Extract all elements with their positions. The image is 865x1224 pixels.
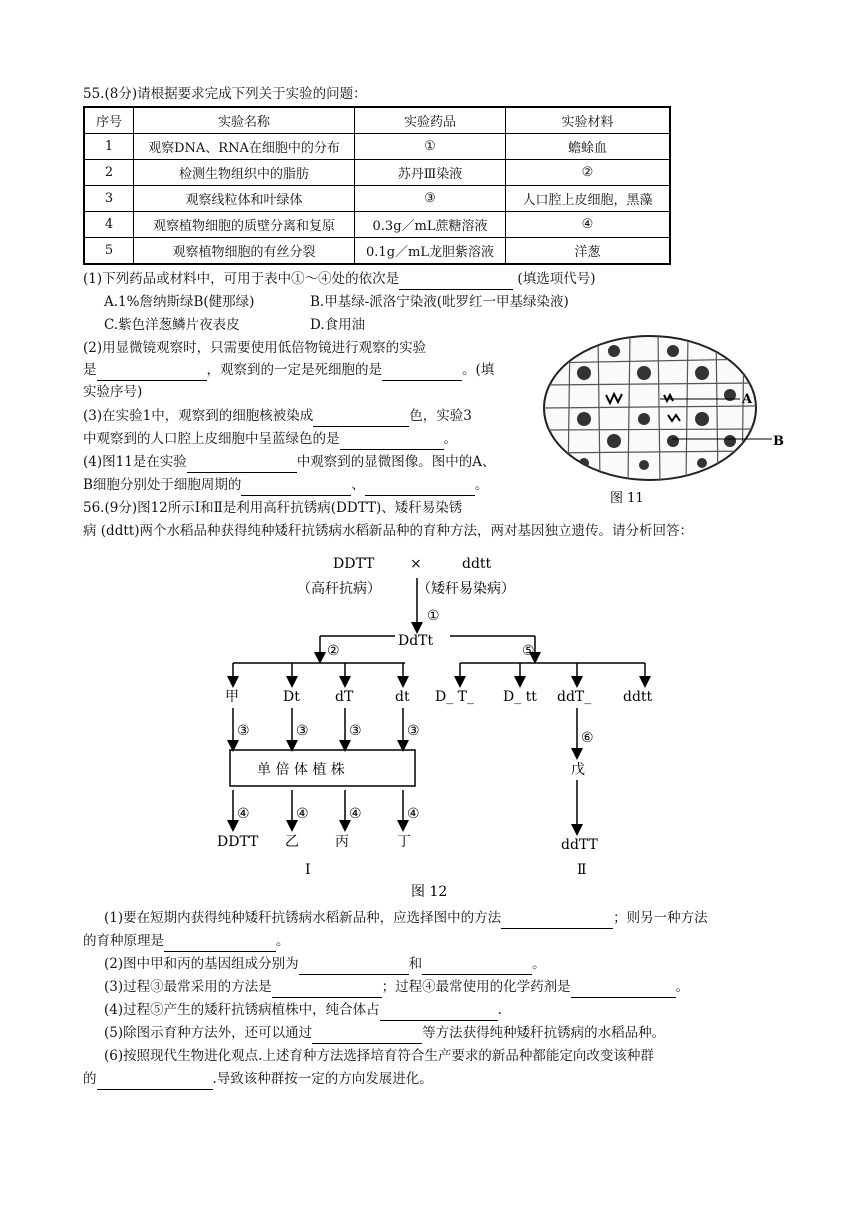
q55-part3-line2	[83, 428, 457, 450]
question-text: (5)除图示育种方法外，还可以通过	[104, 1025, 313, 1041]
q56-sub2	[104, 953, 546, 975]
table-cell: ①	[355, 134, 506, 160]
option-a: A.1%詹纳斯绿B(健那绿)	[104, 294, 255, 310]
step-3-label: ③	[296, 723, 309, 739]
question-text: 和	[408, 956, 423, 972]
parent-2-description: （矮秆易染病）	[417, 581, 515, 597]
q56-sub6-line2	[83, 1068, 433, 1090]
table-cell: 洋葱	[506, 238, 671, 265]
table-cell: ④	[506, 212, 671, 238]
question-text: (3)在实验1中，观察到的细胞核被染成	[83, 408, 314, 424]
table-cell: 检测生物组织中的脂肪	[134, 160, 355, 186]
question-text: .	[497, 1002, 502, 1018]
figure-12-diagram	[205, 548, 665, 903]
question-text: 。	[675, 979, 690, 995]
step-4-label: ④	[407, 806, 420, 822]
answer-blank[interactable]	[382, 364, 462, 381]
table-cell: 人口腔上皮细胞，黑藻	[506, 186, 671, 212]
label-b: B	[773, 434, 784, 449]
haploid-plant-label: 单 倍 体 植 株	[257, 762, 345, 778]
step-4-label: ④	[349, 806, 362, 822]
question-text: (4)过程⑤产生的矮秆抗锈病植株中，纯合体占	[104, 1002, 380, 1018]
label-a: A	[742, 392, 753, 407]
table-cell: ③	[355, 186, 506, 212]
table-cell: 观察DNA、RNA在细胞中的分布	[134, 134, 355, 160]
type-D-tt: D_ tt	[503, 689, 537, 705]
q56-header-line1: 56.(9分)图12所示Ⅰ和Ⅱ是利用高秆抗锈病(DDTT)、矮秆易染锈	[83, 500, 463, 516]
q56-sub3	[104, 976, 689, 998]
method-i-label: Ⅰ	[305, 862, 311, 878]
gamete-jia: 甲	[225, 689, 239, 705]
table-cell: 蟾蜍血	[506, 134, 671, 160]
question-text: 。	[443, 431, 457, 447]
question-text: 中观察到的人口腔上皮细胞中呈蓝绿色的是	[83, 431, 340, 447]
result-ding: 丁	[397, 834, 411, 850]
result-yi: 乙	[285, 834, 299, 850]
table-row	[84, 212, 670, 238]
answer-blank[interactable]	[97, 364, 207, 381]
answer-blank[interactable]	[365, 479, 475, 496]
question-text: (2)图中甲和丙的基因组成分别为	[104, 956, 299, 972]
q56-sub5	[104, 1022, 665, 1044]
table-cell: 2	[84, 160, 134, 186]
result-ddTT: ddTT	[561, 837, 598, 853]
question-text: 是	[83, 362, 97, 378]
gamete-dT: dT	[335, 689, 354, 705]
answer-blank[interactable]	[571, 981, 676, 998]
step-3-label: ③	[407, 723, 420, 739]
table-cell: 观察线粒体和叶绿体	[134, 186, 355, 212]
q56-sub6-line1: (6)按照现代生物进化观点.上述育种方法选择培育符合生产要求的新品种都能定向改变该种群	[104, 1048, 654, 1064]
q56-sub4	[104, 999, 502, 1021]
question-text: 。	[276, 933, 290, 949]
question-text: B细胞分别处于细胞周期的	[83, 477, 242, 493]
answer-blank[interactable]	[340, 433, 444, 450]
option-c: C.紫色洋葱鳞片夜表皮	[104, 317, 240, 333]
q55-part1	[83, 268, 595, 290]
parent-2-genotype: ddtt	[462, 556, 492, 572]
question-text: (1)要在短期内获得纯种矮秆抗锈病水稻新品种，应选择图中的方法	[104, 910, 502, 926]
result-bing: 丙	[335, 834, 349, 850]
figure-11-caption: 图 11	[610, 491, 644, 506]
question-text: (4)图11是在实验	[83, 454, 187, 470]
f1-genotype: DdTt	[398, 633, 434, 649]
question-text: (1)下列药品或材料中，可用于表中①～④处的依次是	[83, 271, 400, 287]
question-text: 、	[351, 477, 365, 493]
wu-label: 戊	[571, 762, 585, 778]
cross-symbol: ×	[410, 556, 422, 572]
gamete-dt-upper: Dt	[283, 689, 300, 705]
table-cell: 0.3g／mL蔗糖溶液	[355, 212, 506, 238]
table-cell: 1	[84, 134, 134, 160]
question-text: (填选项代号)	[517, 271, 596, 287]
step-3-label: ③	[237, 723, 250, 739]
q56-sub1-line2	[83, 930, 290, 952]
type-ddT: ddT_	[557, 689, 592, 705]
question-text: 。	[532, 956, 546, 972]
q56-sub1-line1	[104, 907, 708, 929]
answer-blank[interactable]	[313, 410, 409, 427]
answer-blank[interactable]	[422, 958, 532, 975]
table-header-row	[84, 107, 670, 134]
answer-blank[interactable]	[312, 1027, 422, 1044]
question-text: (3)过程③最常采用的方法是	[104, 979, 272, 995]
question-text: 的育种原理是	[83, 933, 164, 949]
answer-blank[interactable]	[97, 1073, 213, 1090]
step-6-label: ⑥	[581, 730, 594, 746]
experiment-table	[83, 106, 671, 265]
answer-blank[interactable]	[399, 273, 513, 290]
q55-part4-line2	[83, 474, 488, 496]
gamete-dt-lower: dt	[395, 689, 410, 705]
answer-blank[interactable]	[501, 912, 613, 929]
option-b: B.甲基绿-派洛宁染液(吡罗红一甲基绿染液)	[310, 294, 569, 310]
figure-12-caption: 图 12	[411, 884, 448, 900]
table-row	[84, 238, 670, 265]
q56-header-line2: 病 (ddtt)两个水稻品种获得纯种矮秆抗锈病水稻新品种的育种方法，两对基因独立遗传。请分析回答：	[83, 523, 693, 539]
answer-blank[interactable]	[241, 479, 351, 496]
table-cell: 观察植物细胞的质壁分离和复原	[134, 212, 355, 238]
answer-blank[interactable]	[187, 456, 297, 473]
question-text: 。	[474, 477, 489, 493]
table-header: 实验名称	[134, 107, 355, 134]
answer-blank[interactable]	[164, 935, 276, 952]
question-text: ；则另一种方法	[613, 910, 708, 926]
table-row	[84, 160, 670, 186]
question-text: 。(填	[462, 362, 495, 378]
question-text: 的	[83, 1071, 97, 1087]
q55-part4-line1	[83, 451, 496, 473]
table-row	[84, 186, 670, 212]
table-header: 实验药品	[355, 107, 506, 134]
step-3-label: ③	[349, 723, 362, 739]
type-D-T: D_ T_	[435, 689, 475, 705]
q55-part2-line1: (2)用显微镜观察时，只需要使用低倍物镜进行观察的实验	[83, 340, 427, 356]
table-row	[84, 134, 670, 160]
q55-part3-line1	[83, 405, 472, 427]
type-ddtt: ddtt	[623, 689, 653, 705]
question-text: 色，实验3	[409, 408, 472, 424]
step-4-label: ④	[237, 806, 250, 822]
method-ii-label: Ⅱ	[577, 862, 587, 878]
table-cell: 4	[84, 212, 134, 238]
question-text: 中观察到的显微图像。图中的A、	[296, 454, 496, 470]
step-1-label: ①	[427, 608, 440, 624]
step-5-label: ⑤	[522, 643, 535, 659]
table-cell: 5	[84, 238, 134, 265]
table-header: 序号	[84, 107, 134, 134]
table-cell: 苏丹Ⅲ染液	[355, 160, 506, 186]
table-header: 实验材料	[506, 107, 671, 134]
step-2-label: ②	[327, 643, 340, 659]
question-text: ，观察到的一定是死细胞的是	[206, 362, 382, 378]
answer-blank[interactable]	[272, 981, 382, 998]
question-text: ；过程④最常使用的化学药剂是	[381, 979, 571, 995]
figure-11-micrograph	[540, 333, 784, 508]
table-cell: 3	[84, 186, 134, 212]
q55-part2-line3: 实验序号)	[83, 384, 143, 400]
table-cell: 观察植物细胞的有丝分裂	[134, 238, 355, 265]
question-text: .导致该种群按一定的方向发展进化。	[212, 1071, 433, 1087]
result-DDTT: DDTT	[217, 834, 259, 850]
q55-part2-line2	[83, 359, 494, 381]
parent-1-genotype: DDTT	[333, 556, 375, 572]
question-text: 等方法获得纯种矮秆抗锈病的水稻品种。	[422, 1025, 666, 1041]
step-4-label: ④	[296, 806, 309, 822]
q55-header: 55.(8分)请根据要求完成下列关于实验的问题：	[83, 86, 367, 102]
option-d: D.食用油	[310, 317, 366, 333]
answer-blank[interactable]	[299, 958, 409, 975]
table-cell: ②	[506, 160, 671, 186]
parent-1-description: （高秆抗病）	[297, 581, 381, 597]
answer-blank[interactable]	[380, 1004, 498, 1021]
table-cell: 0.1g／mL龙胆紫溶液	[355, 238, 506, 265]
